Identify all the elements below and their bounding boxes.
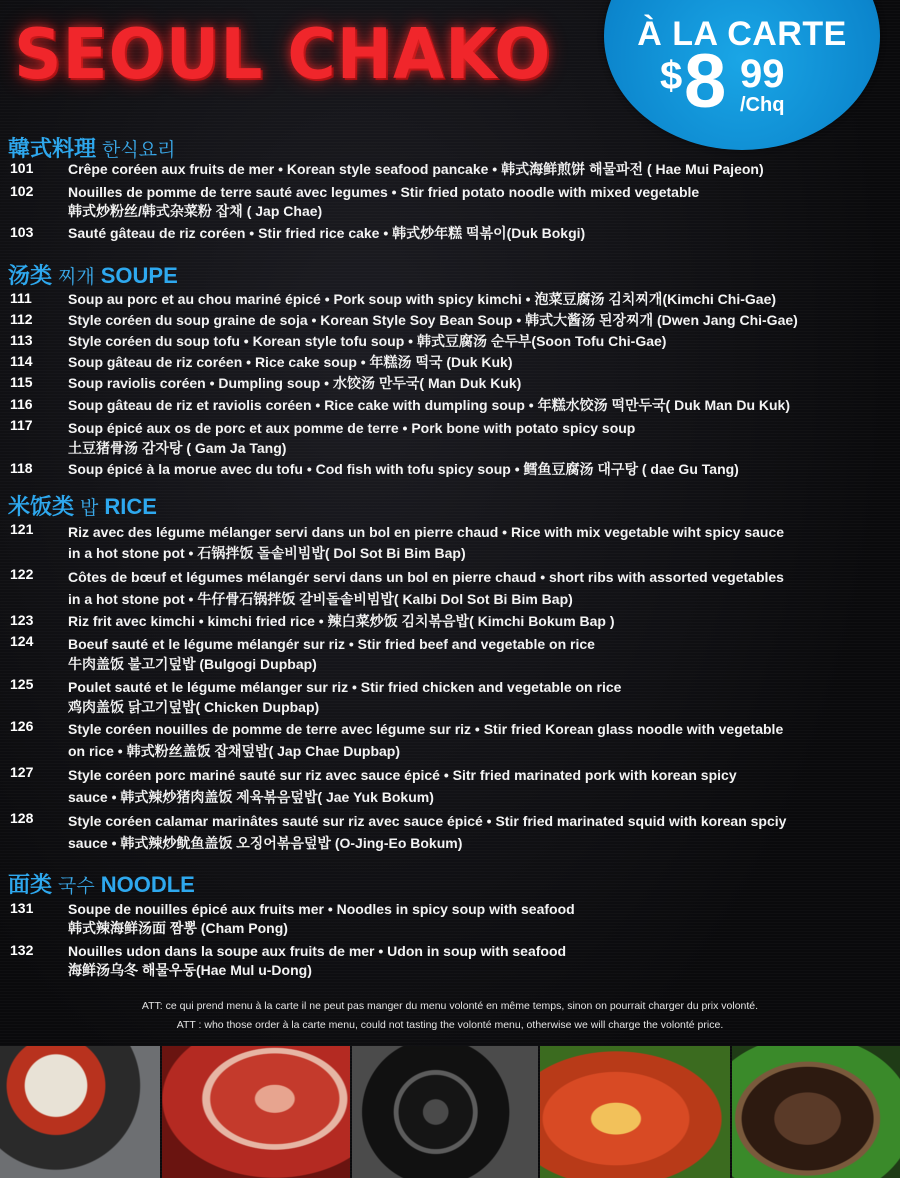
item-description: Sauté gâteau de riz coréen • Stir fried rice cake • 韩式炒年糕 떡볶이(Duk Bokgi) (68, 225, 586, 241)
item-number: 121 (10, 521, 34, 537)
badge-title: À LA CARTE (637, 15, 847, 53)
food-photo-kalbi (732, 1046, 900, 1178)
item-number: 117 (10, 417, 33, 433)
price-badge (604, 0, 880, 150)
item-description: 韩式炒粉丝/韩式杂菜粉 잡채 ( Jap Chae) (68, 203, 323, 219)
item-number: 131 (10, 900, 34, 916)
section-title-korean: 찌개 (58, 267, 95, 288)
badge-price (660, 39, 840, 130)
section-title-chinese: 汤类 (8, 264, 53, 289)
item-description: Soup épicé à la morue avec du tofu • Cod fish with tofu spicy soup • 鳕鱼豆腐汤 대구탕 ( dae Gu Tang) (68, 461, 739, 477)
item-description: in a hot stone pot • 牛仔骨石锅拌饭 갈비돌솥비빔밥( Kalbi Dol Sot Bi Bim Bap) (68, 591, 573, 607)
item-description: Soup au porc et au chou mariné épicé • Pork soup with spicy kimchi • 泡菜豆腐汤 김치찌개(Kimchi Chi-Gae) (68, 291, 777, 307)
price-integer: 8 (684, 39, 727, 124)
item-description: Côtes de bœuf et légumes mélangér servi dans un bol en pierre chaud • short ribs with assorted vegetables (68, 569, 784, 585)
item-description: 海鲜汤乌冬 해물우동(Hae Mul u-Dong) (68, 962, 312, 978)
item-number: 123 (10, 612, 34, 628)
item-description: Soup gâteau de riz et raviolis coréen • Rice cake with dumpling soup • 年糕水饺汤 떡만두국( Duk Man Du Kuk) (68, 397, 791, 413)
section-title-korean: 밥 (80, 498, 99, 519)
section-title (8, 868, 195, 898)
item-number: 111 (10, 290, 32, 306)
food-photo-kimchi (0, 1046, 160, 1178)
item-description: 土豆猪骨汤 감자탕 ( Gam Ja Tang) (68, 440, 287, 456)
item-description: Style coréen nouilles de pomme de terre avec légume sur riz • Stir fried Korean glass noodle with vegetable (68, 721, 784, 737)
item-description: Nouilles de pomme de terre sauté avec legumes • Stir fried potato noodle with mixed vegetable (68, 184, 700, 200)
section-title (8, 490, 157, 520)
section-title (8, 259, 178, 289)
item-number: 118 (10, 460, 33, 476)
item-description: Riz frit avec kimchi • kimchi fried rice • 辣白菜炒饭 김치볶음밥( Kimchi Bokum Bap ) (68, 613, 615, 629)
policy-note-english: ATT : who those order à la carte menu, could not tasting the volonté menu, otherwise we will charge the volonté price. (176, 1019, 724, 1031)
item-description: Style coréen du soup tofu • Korean style tofu soup • 韩式豆腐汤 순두부(Soon Tofu Chi-Gae) (68, 333, 667, 349)
item-description: sauce • 韩式辣炒鱿鱼盖饭 오징어볶음덮밥 (O-Jing-Eo Bokum) (68, 835, 463, 851)
item-number: 132 (10, 942, 34, 958)
item-description: Boeuf sauté et le légume mélangér sur riz • Stir fried beef and vegetable on rice (68, 636, 595, 652)
item-description: 韩式辣海鲜汤面 짬뽕 (Cham Pong) (68, 920, 288, 936)
item-number: 128 (10, 810, 34, 826)
item-description: Soupe de nouilles épicé aux fruits mer • Noodles in spicy soup with seafood (68, 901, 575, 917)
item-number: 124 (10, 633, 34, 649)
item-number: 114 (10, 353, 33, 369)
section-title-english: SOUPE (100, 263, 178, 288)
item-number: 125 (10, 676, 34, 692)
food-photo-grill (352, 1046, 538, 1178)
item-number: 116 (10, 396, 33, 412)
section-title-korean: 국수 (58, 876, 95, 897)
item-description: Style coréen porc mariné sauté sur riz avec sauce épicé • Sitr fried marinated pork with korean spicy (68, 767, 737, 783)
item-description: 鸡肉盖饭 닭고기덮밥( Chicken Dupbap) (68, 699, 320, 715)
item-description: Soup raviolis coréen • Dumpling soup • 水饺汤 만두국( Man Duk Kuk) (68, 375, 522, 391)
item-description: on rice • 韩式粉丝盖饭 잡채덮밥( Jap Chae Dupbap) (68, 743, 401, 759)
item-number: 127 (10, 764, 34, 780)
price-unit: /Chq (740, 94, 785, 116)
item-number: 115 (10, 374, 33, 390)
food-photo-grilled-meat (540, 1046, 730, 1178)
item-description: Soup épicé aux os de porc et aux pomme de terre • Pork bone with potato spicy soup (68, 420, 636, 436)
policy-note-french: ATT: ce qui prend menu à la carte il ne peut pas manger du menu volonté en même temps, sinon on pourrait charger du prix volonté. (141, 1000, 759, 1012)
item-number: 102 (10, 183, 34, 199)
item-number: 113 (10, 332, 33, 348)
menu-header (0, 0, 900, 130)
section-title-chinese: 面类 (8, 873, 53, 898)
item-number: 101 (10, 160, 34, 176)
item-description: Poulet sauté et le légume mélanger sur riz • Stir fried chicken and vegetable on rice (68, 679, 622, 695)
section-title-chinese: 韓式料理 (8, 137, 97, 162)
item-description: Style coréen calamar marinâtes sauté sur riz avec sauce épicé • Stir fried marinated squid with korean spciy (68, 813, 787, 829)
price-cents: 99 (740, 52, 785, 96)
item-description: 牛肉盖饭 불고기덮밥 (Bulgogi Dupbap) (68, 656, 317, 672)
food-photo-marbled-beef (162, 1046, 350, 1178)
item-number: 126 (10, 718, 34, 734)
item-description: Style coréen du soup graine de soja • Korean Style Soy Bean Soup • 韩式大酱汤 된장찌개 (Dwen Jang Chi-Gae) (68, 312, 798, 328)
item-description: Soup gâteau de riz coréen • Rice cake soup • 年糕汤 떡국 (Duk Kuk) (68, 354, 513, 370)
food-photo-strip (0, 1046, 900, 1178)
restaurant-logo: SEOUL CHAKO (14, 14, 552, 95)
section-title-korean: 한식요리 (102, 140, 176, 161)
item-description: Nouilles udon dans la soupe aux fruits de mer • Udon in soup with seafood (68, 943, 567, 959)
item-description: sauce • 韩式辣炒猪肉盖饭 제육볶음덮밥( Jae Yuk Bokum) (68, 789, 434, 805)
item-description: Riz avec des légume mélanger servi dans un bol en pierre chaud • Rice with mix vegetable wiht spicy sauce (68, 524, 785, 540)
section-title (8, 132, 181, 162)
item-number: 122 (10, 566, 34, 582)
section-title-english: NOODLE (100, 872, 195, 897)
section-title-chinese: 米饭类 (8, 495, 75, 520)
item-description: in a hot stone pot • 石锅拌饭 돌솥비빔밥( Dol Sot Bi Bim Bap) (68, 545, 466, 561)
price-dollar-sign: $ (660, 54, 683, 98)
item-description: Crêpe coréen aux fruits de mer • Korean style seafood pancake • 韩式海鲜煎饼 해물파전 ( Hae Mui Pajeon) (68, 161, 764, 177)
item-number: 112 (10, 311, 33, 327)
section-title-english: RICE (104, 494, 157, 519)
item-number: 103 (10, 224, 34, 240)
